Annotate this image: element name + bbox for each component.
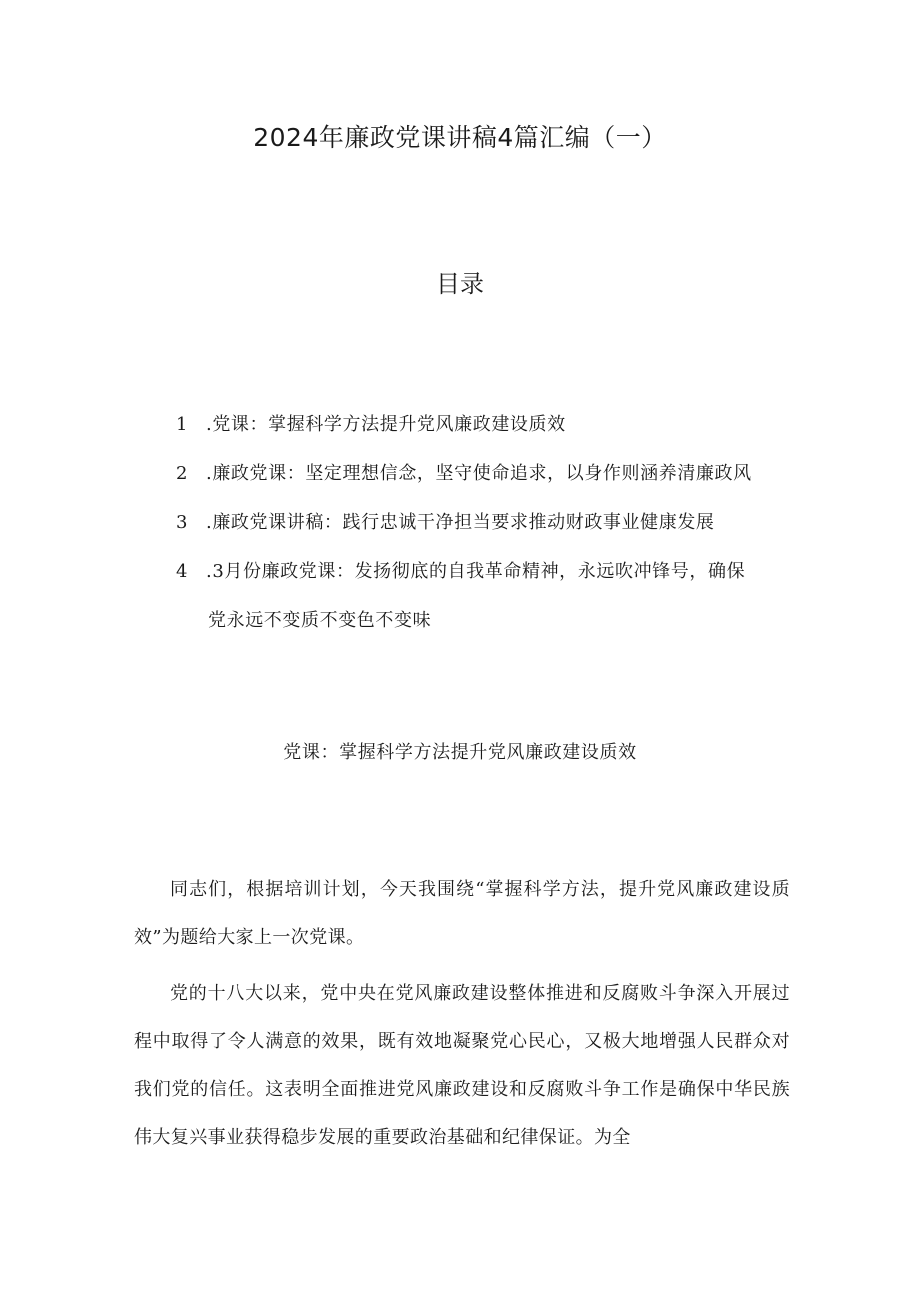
paragraph: 同志们，根据培训计划，今天我围绕“掌握科学方法，提升党风廉政建设质效”为题给大家上一次党课。: [134, 879, 790, 948]
toc-heading: 目录: [436, 270, 484, 298]
toc-text: .廉政党课讲稿：践行忠诚干净担当要求推动财政事业健康发展: [206, 512, 715, 533]
toc-entry[interactable]: [176, 449, 796, 498]
toc-number: 1: [176, 414, 189, 435]
toc-entry[interactable]: [176, 547, 796, 645]
toc-text: .党课：掌握科学方法提升党风廉政建设质效: [206, 414, 566, 435]
toc-text: .3月份廉政党课：发扬彻底的自我革命精神，永远吹冲锋号，确保: [206, 561, 746, 582]
document-title: 2024年廉政党课讲稿4篇汇编（一）: [253, 123, 667, 152]
section-title: 党课：掌握科学方法提升党风廉政建设质效: [283, 742, 637, 763]
toc-entry[interactable]: [176, 498, 796, 547]
toc-number: 2: [176, 463, 189, 484]
body-text: [134, 866, 790, 1170]
toc-number: 4: [176, 561, 189, 582]
paragraph: 党的十八大以来，党中央在党风廉政建设整体推进和反腐败斗争深入开展过程中取得了令人满意的效果，既有效地凝聚党心民心，又极大地增强人民群众对我们党的信任。这表明全面推进党风廉政建设和反腐败斗争工作是确保中华民族伟大复兴事业获得稳步发展的重要政治基础和纪律保证。为全: [134, 983, 790, 1148]
table-of-contents: [176, 400, 796, 645]
toc-text-continuation: 党永远不变质不变色不变味: [208, 610, 432, 631]
toc-text: .廉政党课：坚定理想信念，坚守使命追求，以身作则涵养清廉政风: [206, 463, 752, 484]
toc-entry[interactable]: [176, 400, 796, 449]
toc-number: 3: [176, 512, 189, 533]
